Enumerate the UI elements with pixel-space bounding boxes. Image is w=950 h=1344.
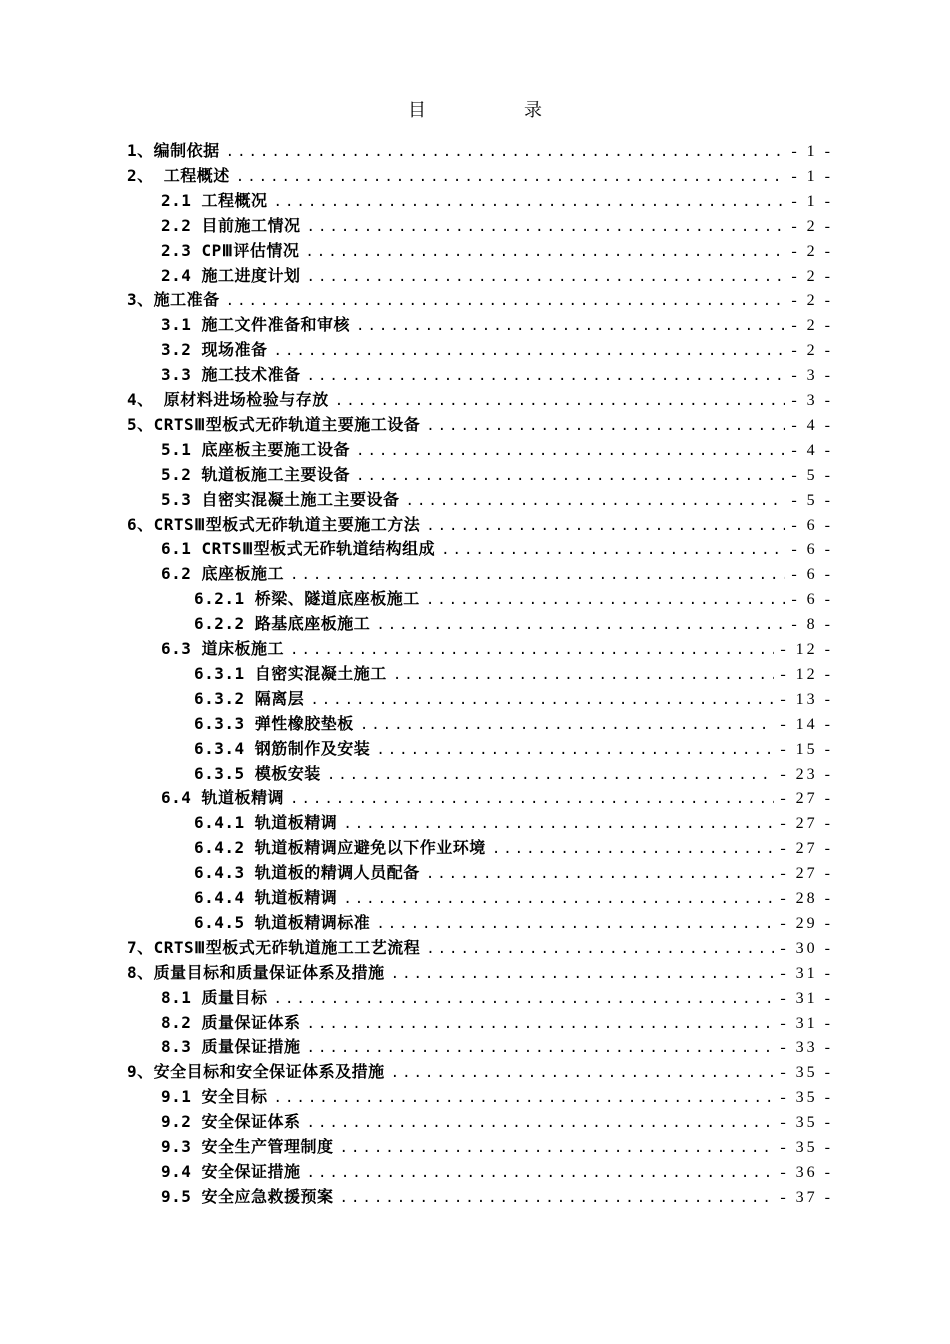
toc-entry[interactable] bbox=[127, 512, 833, 537]
dot-leader bbox=[327, 763, 775, 786]
toc-entry[interactable] bbox=[161, 1010, 833, 1035]
dot-leader bbox=[343, 887, 774, 910]
toc-entry[interactable] bbox=[127, 287, 833, 312]
toc-entry-label: 4、 原材料进场检验与存放 bbox=[127, 390, 329, 409]
dot-leader bbox=[356, 314, 785, 337]
dot-leader bbox=[307, 1161, 775, 1184]
dot-leader bbox=[376, 613, 785, 636]
toc-entry-page: - 37 - bbox=[780, 1188, 833, 1206]
toc-entry-label: 6.2 底座板施工 bbox=[161, 564, 285, 584]
toc-entry[interactable] bbox=[194, 885, 833, 910]
toc-entry-label: 6.4.5 轨道板精调标准 bbox=[194, 912, 371, 932]
toc-entry-page: - 5 - bbox=[791, 466, 833, 484]
toc-entry-page: - 27 - bbox=[780, 840, 833, 858]
toc-entry-label: 6.1 CRTSⅢ型板式无砟轨道结构组成 bbox=[161, 539, 436, 559]
dot-leader bbox=[356, 464, 785, 487]
toc-entry[interactable] bbox=[194, 835, 833, 860]
toc-entry-label: 6、CRTSⅢ型板式无砟轨道主要施工方法 bbox=[127, 514, 421, 534]
toc-entry-page: - 1 - bbox=[791, 192, 833, 210]
dot-leader bbox=[492, 837, 775, 860]
toc-entry-label: 6.4 轨道板精调 bbox=[161, 788, 285, 808]
toc-entry-page: - 36 - bbox=[780, 1163, 833, 1181]
toc-entry-label: 9.1 安全目标 bbox=[161, 1087, 268, 1107]
toc-entry-label: 6.4.1 轨道板精调 bbox=[194, 813, 338, 833]
dot-leader bbox=[274, 339, 786, 362]
toc-entry-label: 2.2 目前施工情况 bbox=[161, 215, 301, 235]
toc-entry-label: 5.2 轨道板施工主要设备 bbox=[161, 464, 351, 484]
dot-leader bbox=[290, 787, 774, 810]
dot-leader bbox=[426, 514, 785, 537]
dot-leader bbox=[274, 1086, 775, 1109]
toc-entry[interactable] bbox=[194, 860, 833, 885]
toc-entry[interactable] bbox=[161, 487, 833, 512]
toc-entry-label: 6.4.4 轨道板精调 bbox=[194, 888, 338, 907]
dot-leader bbox=[376, 738, 774, 761]
toc-entry[interactable] bbox=[161, 362, 833, 387]
toc-entry-page: - 28 - bbox=[780, 890, 833, 907]
toc-entry-page: - 31 - bbox=[780, 1014, 833, 1032]
toc-entry-label: 3、施工准备 bbox=[127, 290, 220, 310]
toc-entry-label: 2、 工程概述 bbox=[127, 165, 230, 185]
toc-entry-page: - 35 - bbox=[780, 1114, 833, 1132]
toc-entry[interactable] bbox=[194, 611, 833, 636]
toc-entry-label: 8.2 质量保证体系 bbox=[161, 1012, 301, 1032]
toc-entry[interactable] bbox=[194, 711, 833, 736]
dot-leader bbox=[356, 439, 785, 462]
toc-entry[interactable] bbox=[161, 1034, 833, 1059]
toc-entry-label: 7、CRTSⅢ型板式无砟轨道施工工艺流程 bbox=[127, 937, 421, 957]
toc-entry-label: 2.1 工程概况 bbox=[161, 190, 268, 210]
toc-entry[interactable] bbox=[194, 761, 833, 786]
toc-entry[interactable] bbox=[161, 636, 833, 661]
dot-leader bbox=[426, 414, 785, 437]
toc-entry-label: 6.3.2 隔离层 bbox=[194, 688, 305, 708]
toc-entry[interactable] bbox=[127, 163, 833, 188]
dot-leader bbox=[426, 862, 775, 885]
toc-entry-page: - 6 - bbox=[791, 566, 833, 584]
toc-entry[interactable] bbox=[161, 213, 833, 238]
toc-entry[interactable] bbox=[127, 1059, 833, 1084]
dot-leader bbox=[307, 1111, 775, 1134]
dot-leader bbox=[305, 240, 785, 263]
dot-leader bbox=[360, 713, 775, 736]
toc-entry-label: 6.4.2 轨道板精调应避免以下作业环境 bbox=[194, 838, 486, 858]
dot-leader bbox=[376, 912, 774, 935]
toc-entry-page: - 35 - bbox=[780, 1139, 833, 1156]
toc-entry-label: 6.3.5 模板安装 bbox=[194, 763, 321, 783]
dot-leader bbox=[406, 489, 786, 512]
toc-entry[interactable] bbox=[161, 312, 833, 337]
dot-leader bbox=[290, 638, 774, 661]
toc-entry-label: 1、编制依据 bbox=[127, 141, 220, 160]
toc-entry-page: - 33 - bbox=[780, 1039, 833, 1057]
toc-entry[interactable] bbox=[161, 1134, 833, 1159]
toc-entry-page: - 30 - bbox=[780, 939, 833, 957]
toc-entry-label: 5.1 底座板主要施工设备 bbox=[161, 439, 351, 459]
dot-leader bbox=[307, 1036, 775, 1059]
dot-leader bbox=[226, 289, 786, 312]
toc-entry-label: 6.3 道床板施工 bbox=[161, 639, 285, 658]
dot-leader bbox=[290, 563, 785, 586]
toc-entry-page: - 31 - bbox=[780, 964, 833, 982]
toc-entry-page: - 2 - bbox=[791, 342, 833, 360]
toc-entry-label: 9.2 安全保证体系 bbox=[161, 1112, 301, 1132]
dot-leader bbox=[441, 538, 785, 561]
dot-leader bbox=[274, 190, 786, 213]
toc-entry-page: - 4 - bbox=[791, 416, 833, 434]
toc-entry[interactable] bbox=[161, 985, 833, 1010]
dot-leader bbox=[340, 1186, 775, 1209]
toc-entry[interactable] bbox=[127, 138, 833, 163]
toc-entry-label: 2.4 施工进度计划 bbox=[161, 265, 301, 285]
toc-entry[interactable] bbox=[161, 1084, 833, 1109]
dot-leader bbox=[340, 1136, 775, 1159]
toc-entry[interactable] bbox=[161, 238, 833, 263]
dot-leader bbox=[335, 389, 786, 412]
toc-entry-label: 6.3.1 自密实混凝土施工 bbox=[194, 663, 387, 683]
toc-entry-page: - 27 - bbox=[780, 865, 833, 883]
dot-leader bbox=[236, 165, 786, 188]
toc-entry[interactable] bbox=[194, 810, 833, 835]
toc-entry-label: 8.1 质量目标 bbox=[161, 987, 268, 1007]
toc-entry-page: - 2 - bbox=[791, 217, 833, 235]
toc-entry[interactable] bbox=[161, 263, 833, 288]
toc-entry[interactable] bbox=[161, 462, 833, 487]
toc-entry[interactable] bbox=[127, 935, 833, 960]
toc-entry-page: - 1 - bbox=[791, 143, 833, 160]
dot-leader bbox=[426, 588, 786, 611]
toc-entry-label: 9.3 安全生产管理制度 bbox=[161, 1137, 334, 1156]
toc-entry-page: - 29 - bbox=[780, 914, 833, 932]
toc-entry-label: 8.3 质量保证措施 bbox=[161, 1037, 301, 1057]
toc-entry-label: 2.3 CPⅢ评估情况 bbox=[161, 240, 300, 260]
toc-entry-page: - 2 - bbox=[791, 317, 833, 335]
toc-entry-page: - 2 - bbox=[791, 292, 833, 310]
toc-entry-page: - 12 - bbox=[780, 641, 833, 658]
toc-entry[interactable] bbox=[127, 412, 833, 437]
toc-entry-label: 6.4.3 轨道板的精调人员配备 bbox=[194, 863, 420, 883]
toc-entry-label: 6.2.2 路基底座板施工 bbox=[194, 614, 371, 634]
toc-entry-page: - 27 - bbox=[780, 790, 833, 808]
toc-entry[interactable] bbox=[194, 661, 833, 686]
toc-entry-page: - 14 - bbox=[780, 715, 833, 733]
toc-entry-page: - 6 - bbox=[791, 516, 833, 534]
toc-entry[interactable] bbox=[194, 686, 833, 711]
toc-entry-page: - 13 - bbox=[780, 690, 833, 708]
toc-entry[interactable] bbox=[161, 536, 833, 561]
toc-entry-label: 3.1 施工文件准备和审核 bbox=[161, 315, 351, 335]
page-title: 目 录 bbox=[408, 100, 582, 121]
toc-entry[interactable] bbox=[161, 437, 833, 462]
toc-entry[interactable] bbox=[161, 337, 833, 362]
toc-entry-page: - 3 - bbox=[791, 392, 833, 409]
toc-entry-label: 3.2 现场准备 bbox=[161, 340, 268, 360]
toc-entry-label: 5、CRTSⅢ型板式无砟轨道主要施工设备 bbox=[127, 414, 421, 434]
dot-leader bbox=[391, 1061, 775, 1084]
toc-entry-page: - 31 - bbox=[780, 989, 833, 1007]
dot-leader bbox=[391, 962, 775, 985]
toc-entry-page: - 1 - bbox=[791, 167, 833, 185]
toc-entry[interactable] bbox=[127, 387, 833, 412]
toc-entry-page: - 6 - bbox=[791, 541, 833, 559]
toc-entry-page: - 8 - bbox=[791, 616, 833, 634]
toc-entry[interactable] bbox=[161, 1159, 833, 1184]
toc-entry-label: 8、质量目标和质量保证体系及措施 bbox=[127, 962, 385, 982]
toc-entry-page: - 23 - bbox=[780, 765, 833, 783]
toc-entry-page: - 2 - bbox=[791, 242, 833, 260]
toc-entry-page: - 35 - bbox=[780, 1089, 833, 1107]
dot-leader bbox=[274, 987, 775, 1010]
toc-entry-page: - 12 - bbox=[780, 665, 833, 683]
toc-entry-label: 9、安全目标和安全保证体系及措施 bbox=[127, 1062, 385, 1082]
toc-entry[interactable] bbox=[161, 785, 833, 810]
dot-leader bbox=[307, 364, 786, 387]
toc-entry[interactable] bbox=[127, 960, 833, 985]
toc-entry[interactable] bbox=[194, 736, 833, 761]
dot-leader bbox=[426, 937, 774, 960]
dot-leader bbox=[226, 140, 786, 163]
toc-entry-page: - 15 - bbox=[780, 740, 833, 758]
toc-entry[interactable] bbox=[161, 1109, 833, 1134]
dot-leader bbox=[343, 812, 774, 835]
toc-entry-label: 3.3 施工技术准备 bbox=[161, 365, 301, 385]
dot-leader bbox=[307, 265, 786, 288]
toc-entry-label: 6.2.1 桥梁、隧道底座板施工 bbox=[194, 589, 420, 609]
dot-leader bbox=[307, 215, 786, 238]
toc-entry-label: 6.3.3 弹性橡胶垫板 bbox=[194, 713, 354, 733]
dot-leader bbox=[307, 1012, 775, 1035]
dot-leader bbox=[393, 663, 775, 686]
toc-entry[interactable] bbox=[194, 910, 833, 935]
toc-entry-page: - 4 - bbox=[791, 441, 833, 459]
toc-entry[interactable] bbox=[161, 561, 833, 586]
dot-leader bbox=[310, 688, 774, 711]
toc-entry[interactable] bbox=[194, 586, 833, 611]
toc-entry-page: - 2 - bbox=[791, 267, 833, 285]
toc-entry[interactable] bbox=[161, 188, 833, 213]
toc-entry-page: - 3 - bbox=[791, 367, 833, 385]
toc-entry-label: 9.4 安全保证措施 bbox=[161, 1161, 301, 1181]
toc-entry[interactable] bbox=[161, 1184, 833, 1209]
toc-entry-label: 5.3 自密实混凝土施工主要设备 bbox=[161, 489, 400, 509]
toc-entry-label: 9.5 安全应急救援预案 bbox=[161, 1186, 334, 1206]
toc-entry-page: - 6 - bbox=[791, 591, 833, 609]
toc-entry-label: 6.3.4 钢筋制作及安装 bbox=[194, 738, 371, 758]
toc-entry-page: - 35 - bbox=[780, 1064, 833, 1082]
toc-entry-page: - 5 - bbox=[791, 491, 833, 509]
toc-entry-page: - 27 - bbox=[780, 815, 833, 833]
